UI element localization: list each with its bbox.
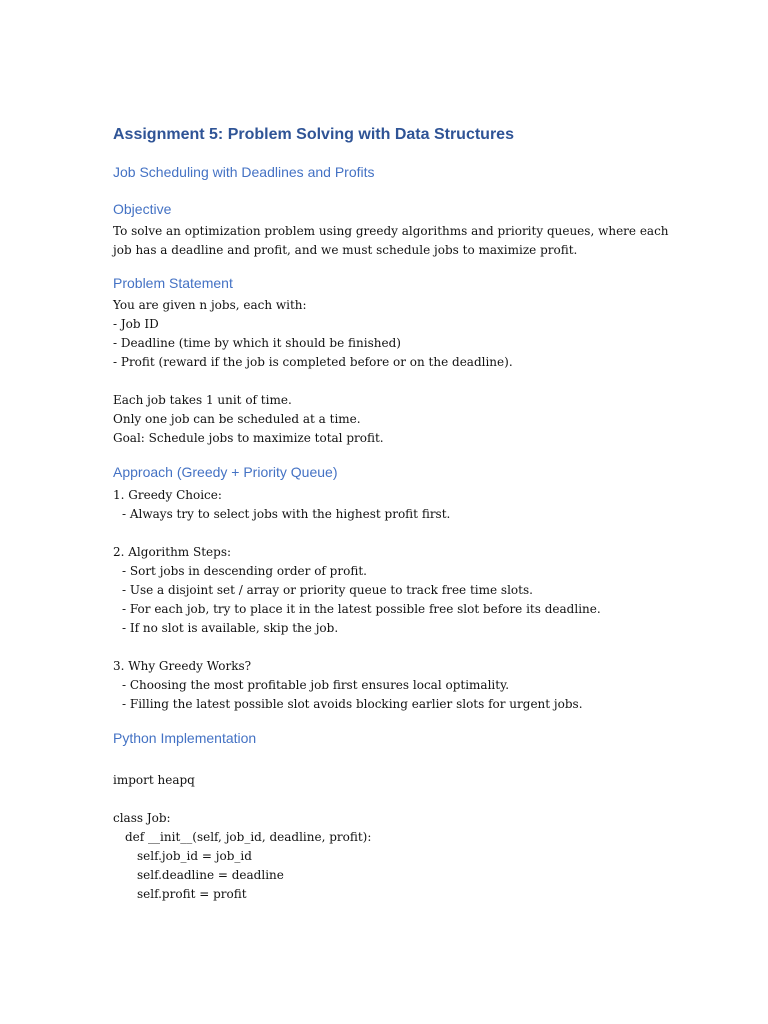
objective-body	[113, 222, 669, 260]
problem-line: - Deadline (time by which it should be finished)	[113, 336, 401, 350]
problem-line: Only one job can be scheduled at a time.	[113, 412, 361, 426]
approach-line: - Choosing the most profitable job first ensures local optimality.	[122, 678, 510, 692]
code-blank-line	[113, 790, 371, 809]
code-line: self.deadline = deadline	[137, 868, 284, 882]
code-line: import heapq	[113, 773, 195, 787]
approach-line: - Use a disjoint set / array or priority queue to track free time slots.	[122, 583, 533, 597]
problem-blank-line	[113, 372, 513, 391]
approach-line: - If no slot is available, skip the job.	[122, 621, 339, 635]
objective-heading: Objective	[113, 201, 172, 217]
code-line: class Job:	[113, 811, 171, 825]
approach-line: - Sort jobs in descending order of profit.	[122, 564, 367, 578]
code-line: self.profit = profit	[137, 887, 247, 901]
problem-statement-body	[113, 296, 513, 448]
approach-line: 2. Algorithm Steps:	[113, 545, 232, 559]
code-line: self.job_id = job_id	[137, 849, 252, 863]
problem-line: You are given n jobs, each with:	[113, 298, 307, 312]
approach-line: - Always try to select jobs with the highest profit first.	[122, 507, 451, 521]
code-line: def __init__(self, job_id, deadline, profit):	[125, 830, 372, 844]
approach-line: - For each job, try to place it in the latest possible free slot before its deadline.	[122, 602, 601, 616]
approach-blank-line	[113, 524, 601, 543]
python-implementation-heading: Python Implementation	[113, 730, 257, 746]
approach-line: 3. Why Greedy Works?	[113, 659, 252, 673]
problem-statement-heading: Problem Statement	[113, 275, 233, 291]
approach-body	[113, 486, 601, 714]
problem-line: Goal: Schedule jobs to maximize total profit.	[113, 431, 384, 445]
objective-line: To solve an optimization problem using greedy algorithms and priority queues, where each	[113, 224, 669, 238]
problem-line: - Profit (reward if the job is completed before or on the deadline).	[113, 355, 513, 369]
problem-line: Each job takes 1 unit of time.	[113, 393, 292, 407]
document-title: Assignment 5: Problem Solving with Data Structures	[113, 126, 514, 143]
approach-heading: Approach (Greedy + Priority Queue)	[113, 464, 338, 480]
objective-line: job has a deadline and profit, and we must schedule jobs to maximize profit.	[113, 243, 578, 257]
approach-blank-line	[113, 638, 601, 657]
problem-line: - Job ID	[113, 317, 159, 331]
approach-line: - Filling the latest possible slot avoids blocking earlier slots for urgent jobs.	[122, 697, 583, 711]
document-subtitle: Job Scheduling with Deadlines and Profits	[113, 164, 375, 180]
approach-line: 1. Greedy Choice:	[113, 488, 222, 502]
python-code-block	[113, 771, 371, 904]
